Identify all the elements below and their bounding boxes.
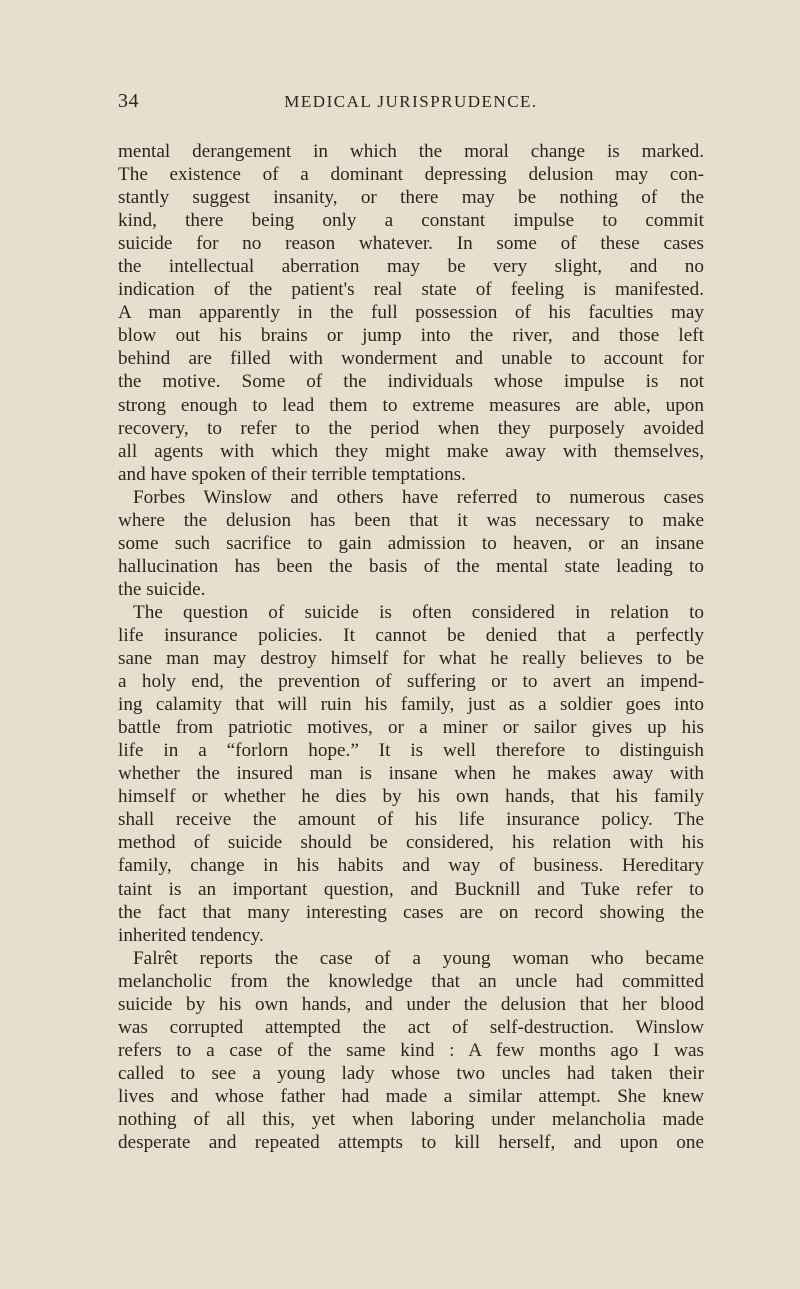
text-line: ing calamity that will ruin his family, just as a soldier goes into bbox=[118, 694, 704, 716]
text-line: a holy end, the prevention of suffering or to avert an impend- bbox=[118, 671, 704, 693]
text-line: suicide by his own hands, and under the delusion that her blood bbox=[118, 993, 704, 1015]
text-line: was corrupted attempted the act of self-destruction. Winslow bbox=[118, 1016, 704, 1038]
text-line: battle from patriotic motives, or a miner or sailor gives up his bbox=[118, 717, 704, 739]
text-line: the motive. Some of the individuals whose impulse is not bbox=[118, 371, 704, 393]
text-line: whether the insured man is insane when he makes away with bbox=[118, 763, 704, 785]
text-line: some such sacrifice to gain admission to heaven, or an insane bbox=[118, 532, 704, 554]
text-line: blow out his brains or jump into the river, and those left bbox=[118, 325, 704, 347]
text-line: The existence of a dominant depressing delusion may con- bbox=[118, 164, 704, 186]
text-line: sane man may destroy himself for what he really believes to be bbox=[118, 648, 704, 670]
text-line: taint is an important question, and Bucknill and Tuke refer to bbox=[118, 878, 704, 900]
text-line: where the delusion has been that it was necessary to make bbox=[118, 509, 704, 531]
text-line: melancholic from the knowledge that an uncle had committed bbox=[118, 970, 704, 992]
text-line: the fact that many interesting cases are on record showing the bbox=[118, 901, 704, 923]
text-line: indication of the patient's real state of feeling is manifested. bbox=[118, 279, 704, 301]
text-line: hallucination has been the basis of the mental state leading to bbox=[118, 555, 704, 577]
text-line: nothing of all this, yet when laboring under melancholia made bbox=[118, 1108, 704, 1130]
text-line: Forbes Winslow and others have referred to numerous cases bbox=[133, 486, 704, 508]
text-line: behind are filled with wonderment and unable to account for bbox=[118, 348, 704, 370]
text-line: family, change in his habits and way of business. Hereditary bbox=[118, 855, 704, 877]
text-line: all agents with which they might make away with themselves, bbox=[118, 440, 704, 462]
text-line: and have spoken of their terrible temptations. bbox=[118, 463, 466, 485]
text-line: method of suicide should be considered, his relation with his bbox=[118, 832, 704, 854]
text-line: A man apparently in the full possession of his faculties may bbox=[118, 302, 704, 324]
text-line: strong enough to lead them to extreme measures are able, upon bbox=[118, 394, 704, 416]
text-line: life insurance policies. It cannot be denied that a perfectly bbox=[118, 624, 704, 646]
text-line: refers to a case of the same kind : A few months ago I was bbox=[118, 1039, 704, 1061]
running-head bbox=[118, 90, 704, 114]
body-text bbox=[118, 140, 704, 1154]
text-line: stantly suggest insanity, or there may be nothing of the bbox=[118, 187, 704, 209]
text-line: the suicide. bbox=[118, 578, 206, 600]
text-line: kind, there being only a constant impulse to commit bbox=[118, 210, 704, 232]
text-line: The question of suicide is often considered in relation to bbox=[133, 601, 704, 623]
text-line: called to see a young lady whose two uncles had taken their bbox=[118, 1062, 704, 1084]
text-line: desperate and repeated attempts to kill herself, and upon one bbox=[118, 1132, 704, 1154]
text-line: shall receive the amount of his life insurance policy. The bbox=[118, 809, 704, 831]
text-line: life in a “forlorn hope.” It is well therefore to distinguish bbox=[118, 740, 704, 762]
text-line: lives and whose father had made a similar attempt. She knew bbox=[118, 1085, 704, 1107]
running-title: MEDICAL JURISPRUDENCE. bbox=[284, 92, 538, 111]
page-number: 34 bbox=[118, 90, 139, 112]
text-line: mental derangement in which the moral change is marked. bbox=[118, 141, 704, 162]
text-line: himself or whether he dies by his own hands, that his family bbox=[118, 786, 704, 808]
text-line: the intellectual aberration may be very slight, and no bbox=[118, 256, 704, 278]
text-line: Falrêt reports the case of a young woman who became bbox=[133, 947, 704, 969]
text-line: suicide for no reason whatever. In some of these cases bbox=[118, 233, 704, 255]
text-line: inherited tendency. bbox=[118, 924, 264, 946]
text-line: recovery, to refer to the period when they purposely avoided bbox=[118, 417, 704, 439]
